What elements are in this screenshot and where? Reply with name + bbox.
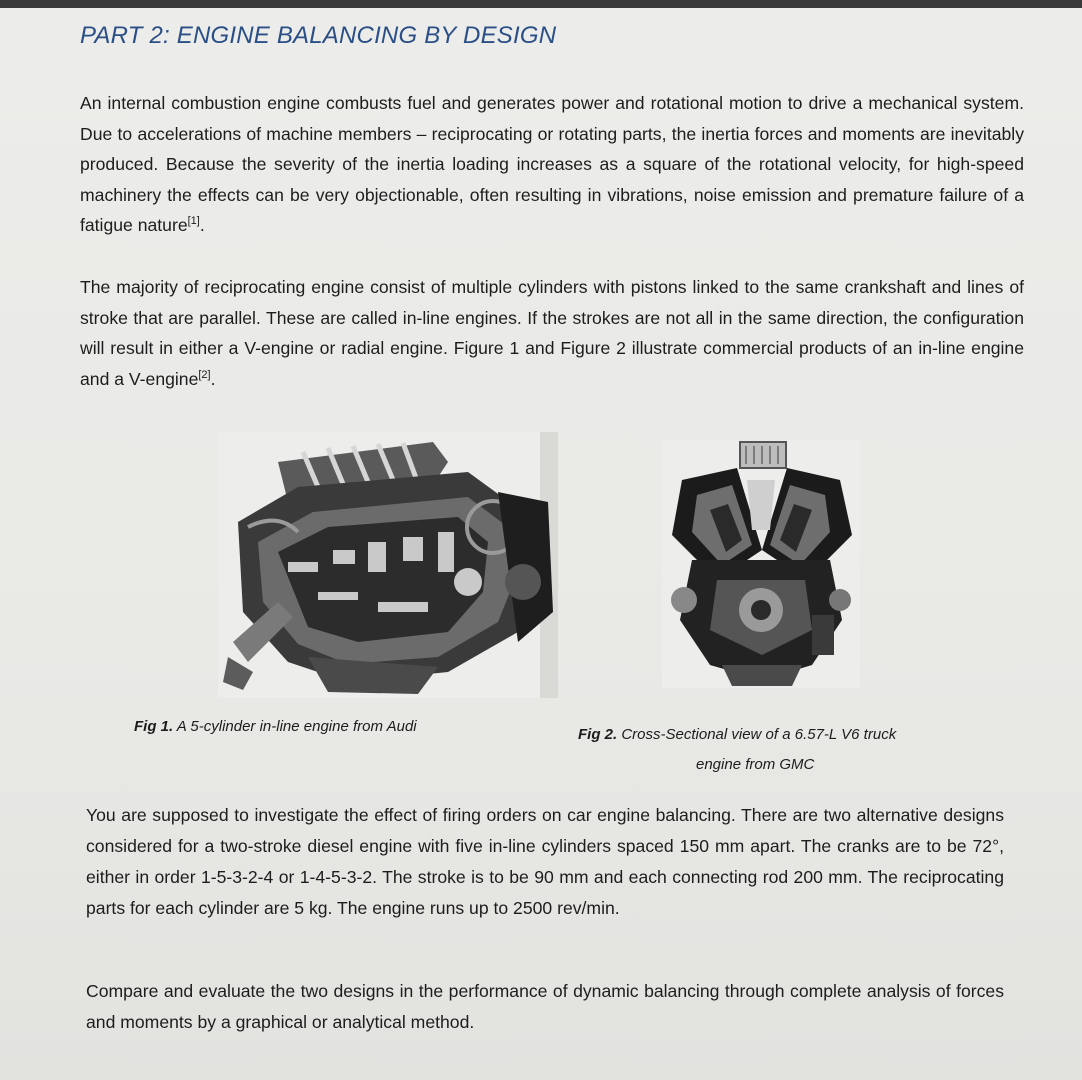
screen-top-bar — [0, 0, 1082, 8]
figure-2-caption — [578, 720, 978, 780]
engine-types-paragraph-end: . — [210, 368, 216, 389]
section-title: PART 2: ENGINE BALANCING BY DESIGN — [80, 22, 557, 49]
intro-paragraph-end: . — [199, 215, 205, 235]
figure-1-caption — [134, 712, 417, 742]
engine-types-paragraph-text: The majority of reciprocating engine consist of multiple cylinders with pistons linked to the same crankshaft and lines of stroke that are parallel. These are called in-line engines. If the strokes are not all in the same direction, the configuration will result in either a V-engine or radial engine. Figure 1 and Figure 2 illustrate commercial products of an in-line engine and a V-engine — [80, 277, 1024, 389]
inline-engine-image — [218, 432, 558, 698]
intro-paragraph — [80, 88, 1024, 241]
v6-cross-section-image — [662, 440, 860, 688]
reference-2: [2] — [198, 368, 211, 381]
task-paragraph: You are supposed to investigate the effect of firing orders on car engine balancing. There are two alternative designs considered for a two-stroke diesel engine with five in-line cylinders spaced 150 mm apart. The cranks are to be 72°, either in order 1-5-3-2-4 or 1-4-5-3-2. The stroke is to be 90 mm and each connecting rod 200 mm. The reciprocating parts for each cylinder are 5 kg. The engine runs up to 2500 rev/min. — [86, 805, 1004, 918]
figure-1-label: Fig 1. — [134, 718, 174, 735]
figure-2-label: Fig 2. — [578, 726, 618, 743]
engine-types-paragraph — [80, 272, 1024, 394]
figure-1-caption-text: A 5-cylinder in-line engine from Audi — [173, 718, 417, 735]
intro-paragraph-text: An internal combustion engine combusts fuel and generates power and rotational motion to drive a mechanical system. Due to accelerations of machine members – reciprocating or rotating parts, the inertia forces and moments are inevitably produced. Because the severity of the inertia loading increases as a square of the rotational velocity, for high-speed machinery the effects can be very objectionable, often resulting in vibrations, noise emission and premature failure of a fatigue nature — [80, 93, 1024, 235]
document-page — [0, 8, 1082, 1080]
figure-2-caption-line2: engine from GMC — [696, 756, 815, 773]
reference-1: [1] — [187, 215, 200, 227]
instruction-paragraph: Compare and evaluate the two designs in the performance of dynamic balancing through complete analysis of forces and moments by a graphical or analytical method. — [86, 981, 1004, 1032]
figure-2-caption-line1: Cross-Sectional view of a 6.57-L V6 truck — [617, 726, 897, 743]
